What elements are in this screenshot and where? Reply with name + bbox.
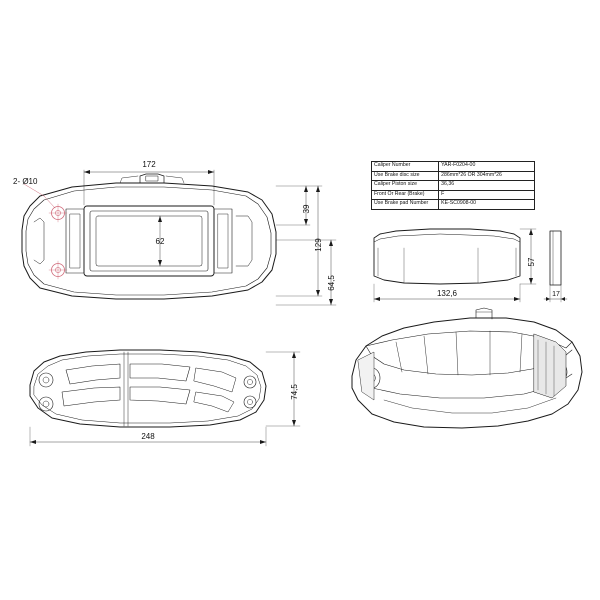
- table-row: [372, 162, 535, 172]
- spec-value-piston-size: 36,36: [439, 181, 535, 191]
- dim-64-5: 64,5: [327, 275, 336, 291]
- dim-132-6: 132,6: [436, 289, 458, 298]
- table-row: [372, 171, 535, 181]
- dim-57: 57: [527, 257, 536, 267]
- dim-129: 129: [314, 238, 323, 252]
- spec-key-front-or-rear: Front Or Rear (Brake): [372, 190, 439, 200]
- dim-17: 17: [552, 291, 560, 298]
- spec-value-caliper-number: YAR-F0204-00: [439, 162, 535, 172]
- table-row: [372, 181, 535, 191]
- spec-value-front-or-rear: F: [439, 190, 535, 200]
- isometric-view-caliper: [352, 308, 582, 428]
- front-view-caliper: [22, 170, 336, 305]
- dim-172: 172: [142, 160, 156, 169]
- dim-39: 39: [302, 204, 311, 214]
- table-row: [372, 190, 535, 200]
- spec-value-brake-pad-number: KE-SC0908-00: [439, 200, 535, 210]
- side-view-caliper: [30, 350, 300, 446]
- spec-key-caliper-number: Caliper Number: [372, 162, 439, 172]
- spec-table: [371, 161, 535, 210]
- table-row: [372, 200, 535, 210]
- dim-2-dia10: 2- Ø10: [13, 177, 38, 186]
- spec-value-brake-disc-size: 286mm*26 OR 304mm*26: [439, 171, 535, 181]
- spec-key-piston-size: Caliper Piston size: [372, 181, 439, 191]
- spec-key-brake-disc-size: Use Brake disc size: [372, 171, 439, 181]
- dim-248: 248: [141, 432, 155, 441]
- spec-key-brake-pad-number: Use Brake pad Number: [372, 200, 439, 210]
- dim-74-5: 74,5: [290, 384, 299, 400]
- dim-62: 62: [155, 237, 165, 246]
- brake-pad-view: [374, 229, 567, 302]
